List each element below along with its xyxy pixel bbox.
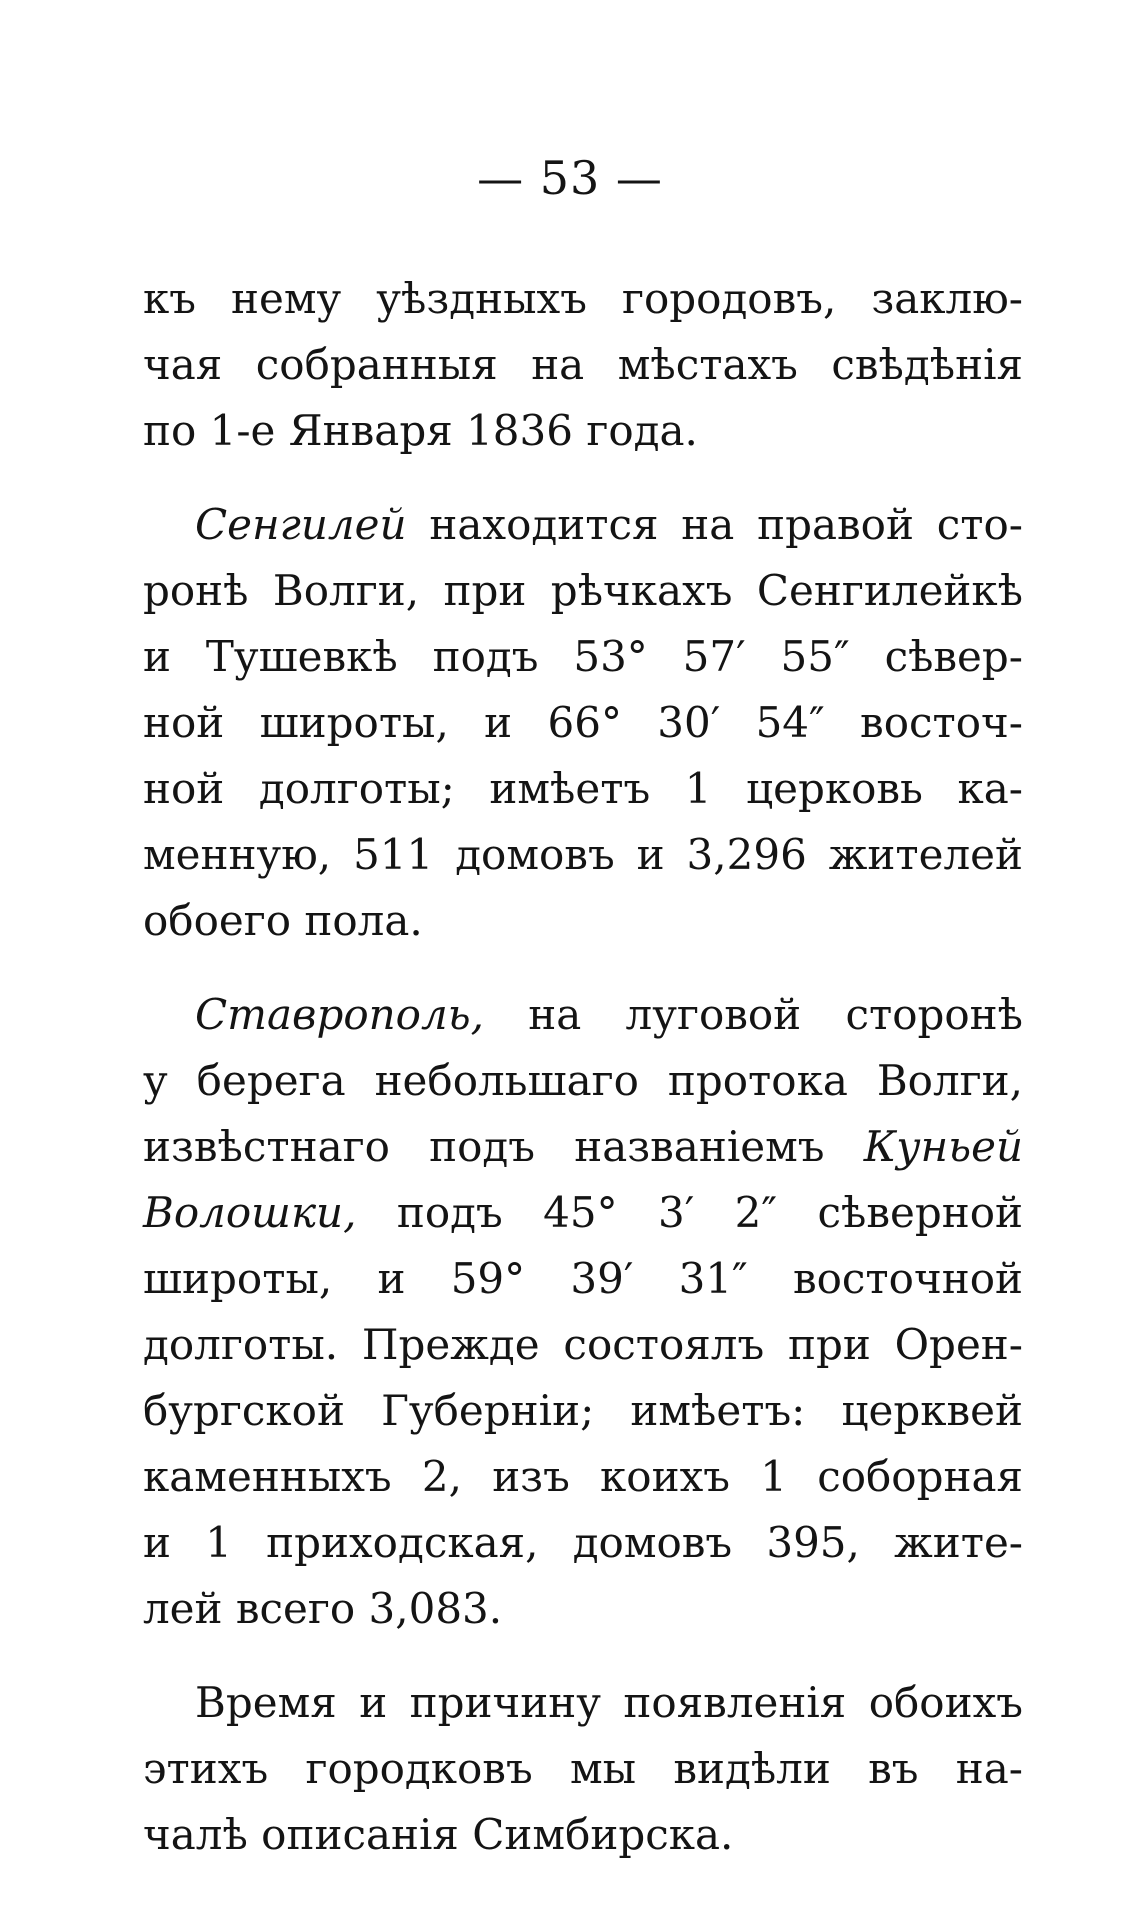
body-text bbox=[143, 266, 1023, 1868]
text-line: этихъ городковъ мы видѣли въ на- bbox=[143, 1744, 1023, 1793]
text-line: и 1 приходская, домовъ 395, жите- bbox=[143, 1518, 1023, 1567]
place-name-kunyey: Куньей bbox=[863, 1122, 1023, 1171]
text-line: ной долготы; имѣетъ 1 церковь ка- bbox=[143, 764, 1023, 813]
text-line: обоего пола. bbox=[143, 896, 423, 945]
page-number: — 53 — bbox=[477, 151, 663, 205]
text-line: ной широты, и 66° 30′ 54″ восточ- bbox=[143, 698, 1023, 747]
text-line: Ставрополь, на луговой сторонѣ bbox=[195, 990, 1023, 1039]
text-line: долготы. Прежде состоялъ при Орен- bbox=[143, 1320, 1023, 1369]
text-line: бургской Губерніи; имѣетъ: церквей bbox=[143, 1386, 1023, 1435]
text-line: широты, и 59° 39′ 31″ восточной bbox=[143, 1254, 1023, 1303]
text-line: Сенгилей находится на правой сто- bbox=[195, 500, 1023, 549]
text-line: и Тушевкѣ подъ 53° 57′ 55″ сѣвер- bbox=[143, 632, 1023, 681]
paragraph-stavropol bbox=[143, 982, 1023, 1642]
text-line: менную, 511 домовъ и 3,296 жителей bbox=[143, 830, 1023, 879]
paragraph-1 bbox=[143, 266, 1023, 464]
text-line: къ нему уѣздныхъ городовъ, заклю- bbox=[143, 274, 1023, 323]
text-line: лей всего 3,083. bbox=[143, 1584, 503, 1633]
text-line: извѣстнаго подъ названіемъ Куньей bbox=[143, 1122, 1023, 1171]
text-line: Время и причину появленія обоихъ bbox=[195, 1678, 1023, 1727]
text-line: у берега небольшаго протока Волги, bbox=[143, 1056, 1023, 1105]
place-name-voloshki: Волошки, bbox=[143, 1188, 357, 1237]
text-line: Волошки, подъ 45° 3′ 2″ сѣверной bbox=[143, 1188, 1023, 1237]
paragraph-sengiley bbox=[143, 492, 1023, 954]
town-name-sengiley: Сенгилей bbox=[195, 500, 407, 549]
text-line: каменныхъ 2, изъ коихъ 1 соборная bbox=[143, 1452, 1023, 1501]
text-line: чая собранныя на мѣстахъ свѣдѣнія bbox=[143, 340, 1023, 389]
text-line: чалѣ описанія Симбирска. bbox=[143, 1810, 734, 1859]
town-name-stavropol: Ставрополь, bbox=[195, 990, 484, 1039]
text-line: ронѣ Волги, при рѣчкахъ Сенгилейкѣ bbox=[143, 566, 1023, 615]
text-line: по 1-е Января 1836 года. bbox=[143, 406, 698, 455]
paragraph-4 bbox=[143, 1670, 1023, 1868]
